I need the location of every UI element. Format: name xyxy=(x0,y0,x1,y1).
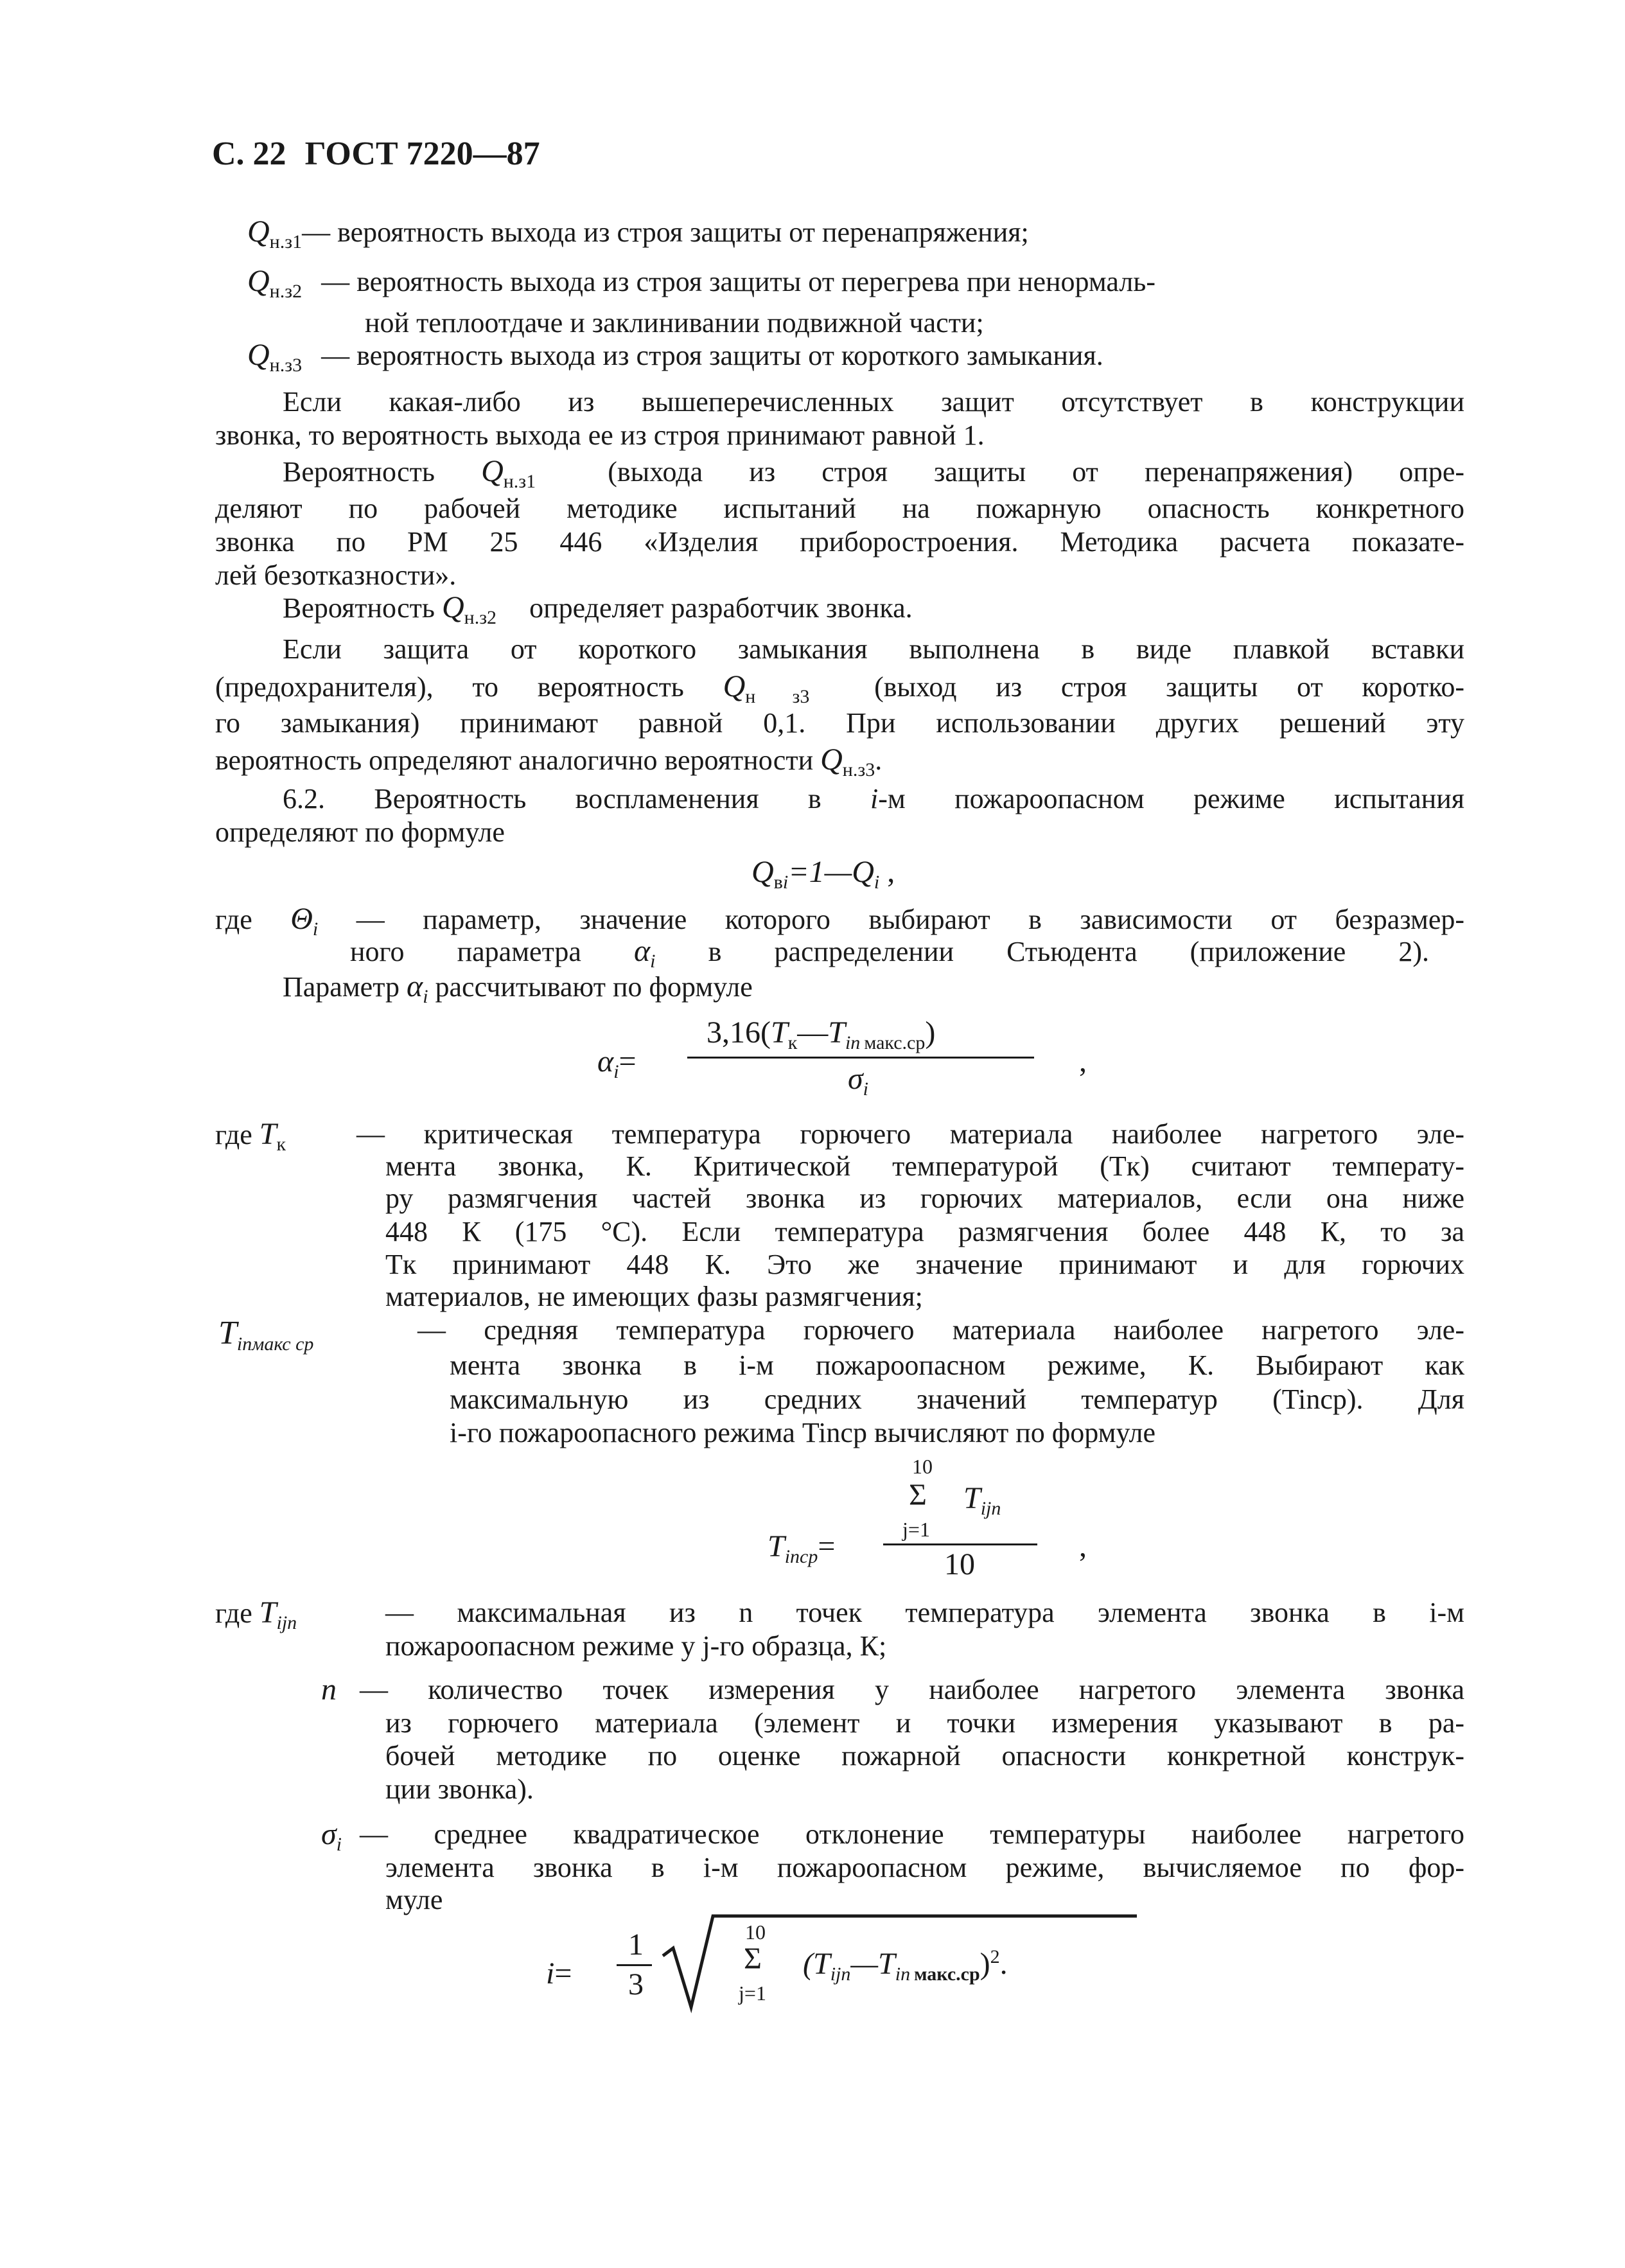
formula-sigma-sum-bottom: j=1 xyxy=(739,1982,766,2005)
formula-sigma-lhs: i= xyxy=(546,1956,572,1991)
formula-sigma-sigma: Σ xyxy=(744,1942,762,1976)
formula-alpha-numerator: $3,16(T_к—T_{in}$ $_{макс.ср}$) xyxy=(707,1015,936,1053)
tin-def-line1: — средняя температура горючего материала наиболее нагретого эле- xyxy=(417,1314,1464,1346)
sigma-def-line1: — среднее квадратическое отклонение температуры наиболее нагретого xyxy=(360,1818,1464,1850)
tk-def-line5: Tк принимают 448 К. Это же значение принимают и для горючих xyxy=(385,1249,1464,1280)
theta-def-line1: где $\Theta_i$ — параметр, значение которого выбирают в зависимости от безразмер- xyxy=(215,902,1465,940)
formula-sigma-sum-top: 10 xyxy=(745,1921,766,1944)
tk-def-line6: материалов, не имеющих фазы размягчения; xyxy=(385,1281,923,1312)
def-qn33: $Q_{н.з3}$ — вероятность выхода из строя защиты от короткого замыкания. xyxy=(247,338,1103,376)
standard-code: ГОСТ 7220—87 xyxy=(304,136,540,172)
section62-line1: 6.2. Вероятность воспламенения в i-м пожароопасном режиме испытания xyxy=(283,783,1464,814)
tin-def-line4: i-го пожароопасного режима Tincp вычисляют по формуле xyxy=(450,1417,1155,1448)
para2-line2: деляют по рабочей методике испытаний на пожарную опасность конкретного xyxy=(215,493,1464,524)
sigma-def-line2: элемента звонка в i-м пожароопасном режиме, вычисляемое по фор- xyxy=(385,1852,1464,1883)
sigma-def-label: $\sigma_i$ xyxy=(321,1817,342,1855)
formula-alpha-fraction-bar xyxy=(687,1057,1034,1059)
para4-line4: вероятность определяют аналогично вероятности $Q_{н.з3}$. xyxy=(215,743,883,780)
formula-tincp-sigma: Σ xyxy=(909,1478,927,1512)
page-header xyxy=(212,135,540,173)
tijn-def-line1: — максимальная из n точек температура элемента звонка в i-м xyxy=(385,1597,1464,1628)
para1-line1: Если какая-либо из вышеперечисленных защит отсутствует в конструкции xyxy=(283,386,1464,418)
tin-def-label: $T_{inмакс ср}$ xyxy=(218,1315,314,1355)
formula-tincp-term: $T_{ijn}$ xyxy=(963,1481,1001,1519)
section62-line2: определяют по формуле xyxy=(215,816,505,848)
formula-tincp-denominator: 10 xyxy=(944,1547,975,1581)
page-number: С. 22 xyxy=(212,136,286,172)
formula-alpha-denominator: $\sigma_i$ xyxy=(848,1062,869,1100)
para2-line3: звонка по РМ 25 446 «Изделия приборостроения. Методика расчета показате- xyxy=(215,526,1464,558)
tk-def-line2: мента звонка, К. Критической температурой (Tк) считают температу- xyxy=(385,1150,1464,1182)
n-def-label: n xyxy=(321,1673,337,1707)
formula-alpha-lhs: $\alpha_i=$ xyxy=(597,1044,637,1082)
def-qn31: $Q_{н.з1}—$ вероятность выхода из строя защиты от перенапряжения; xyxy=(247,215,1029,252)
formula-sigma-denominator: 3 xyxy=(628,1967,644,2001)
def-qn32-cont: ной теплоотдаче и заклинивании подвижной части; xyxy=(365,307,984,338)
n-def-line3: бочей методике по оценке пожарной опасности конкретной конструк- xyxy=(385,1740,1464,1771)
formula-tincp-end: , xyxy=(1079,1529,1087,1563)
para3: Вероятность $Q_{н.з2}$ определяет разработчик звонка. xyxy=(283,590,913,628)
para2-line1: Вероятность $Q_{н.з1}$ (выхода из строя защиты от перенапряжения) опре- xyxy=(283,454,1464,492)
sigma-def-line3: муле xyxy=(385,1884,443,1915)
formula-tincp-fraction-bar xyxy=(883,1543,1037,1545)
tijn-def-line2: пожароопасном режиме у j-го образца, К; xyxy=(385,1630,887,1662)
formula-sigma-fraction-bar xyxy=(617,1964,652,1966)
tk-def-line1: — критическая температура горючего материала наиболее нагретого эле- xyxy=(356,1118,1464,1150)
formula-tincp-lhs: $T_{incp}=$ xyxy=(768,1529,836,1567)
formula-tincp-sum-top: 10 xyxy=(912,1455,933,1478)
formula-ignition: $Q_{вi}=1—Q_i$ , xyxy=(751,855,895,893)
para4-line2: (предохранителя), то вероятность $Q_{н з3}$ (выход из строя защиты от коротко- xyxy=(215,669,1464,707)
para4-line1: Если защита от короткого замыкания выполнена в виде плавкой вставки xyxy=(283,633,1464,665)
tk-def-label: где $T_к$ xyxy=(215,1117,286,1155)
alpha-intro: Параметр $\alpha_i$ рассчитывают по формуле xyxy=(283,969,753,1007)
formula-sigma-expression: ($T_{ijn}—T_{in}$ $_{макс.ср}$)$^2$. xyxy=(803,1946,1008,1985)
tk-def-line4: 448 К (175 °С). Если температура размягчения более 448 К, то за xyxy=(385,1216,1464,1247)
theta-def-line2: ного параметра $\alpha_i$ в распределении Стьюдента (приложение 2). xyxy=(350,934,1430,972)
n-def-line2: из горючего материала (элемент и точки измерения указывают в ра- xyxy=(385,1707,1464,1739)
tin-def-line3: максимальную из средних значений температур (Tincp). Для xyxy=(450,1384,1464,1415)
def-qn32: $Q_{н.з2}$ — вероятность выхода из строя защиты от перегрева при ненормаль- xyxy=(247,264,1156,302)
n-def-line1: — количество точек измерения у наиболее нагретого элемента звонка xyxy=(360,1674,1464,1705)
formula-sigma-numerator: 1 xyxy=(628,1928,644,1962)
formula-alpha-end: , xyxy=(1079,1044,1087,1078)
tijn-def-label: где $T_{ijn}$ xyxy=(215,1596,297,1633)
tin-def-line2: мента звонка в i-м пожароопасном режиме, К. Выбирают как xyxy=(450,1349,1464,1381)
tk-def-line3: ру размягчения частей звонка из горючих материалов, если она ниже xyxy=(385,1182,1464,1214)
para2-line4: лей безотказности». xyxy=(215,559,457,591)
formula-tincp-sum-bottom: j=1 xyxy=(902,1518,930,1541)
n-def-line4: ции звонка). xyxy=(385,1773,534,1805)
para1-line2: звонка, то вероятность выхода ее из строя принимают равной 1. xyxy=(215,419,985,451)
para4-line3: го замыкания) принимают равной 0,1. При использовании других решений эту xyxy=(215,707,1464,739)
